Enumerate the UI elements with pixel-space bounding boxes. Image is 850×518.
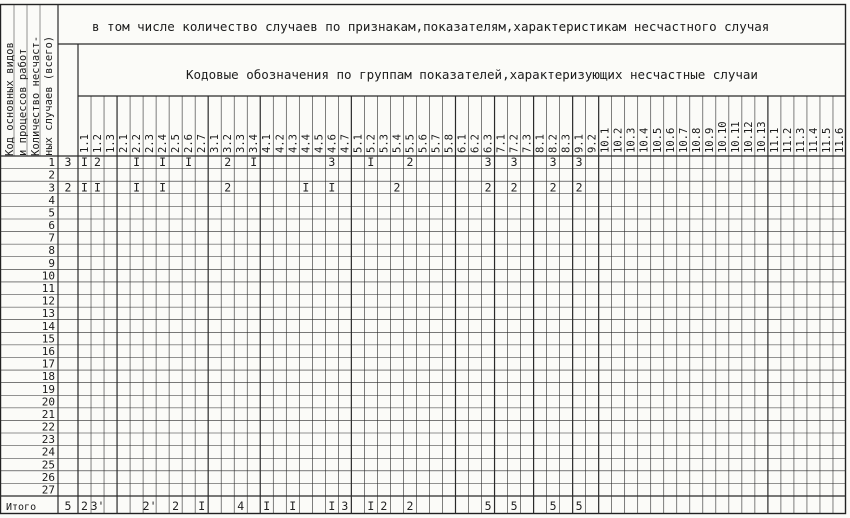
entry-value: 3 <box>328 155 336 170</box>
row-code-label: 26 <box>41 470 55 484</box>
column-code-label: 8.3 <box>560 134 573 153</box>
column-code-label: 10.9 <box>703 127 716 153</box>
column-code-label: 3.3 <box>235 134 248 153</box>
column-code-label: 4.1 <box>261 134 274 153</box>
entry-value: I <box>159 155 167 170</box>
column-code-label: 7.3 <box>521 134 534 153</box>
column-code-label: 2.7 <box>196 134 209 153</box>
column-code-label: 2.3 <box>144 134 157 153</box>
total-value: 5 <box>549 499 557 513</box>
entry-value: I <box>185 155 193 170</box>
row-code-label: 2 <box>48 168 55 182</box>
column-code-label: 5.2 <box>365 134 378 153</box>
row-code-label: 8 <box>48 244 55 258</box>
row-code-label: 3 <box>48 181 55 195</box>
column-code-label: 5.3 <box>378 134 391 153</box>
entry-value: 2 <box>549 180 557 195</box>
total-value: 5 <box>64 499 72 513</box>
entry-value: I <box>328 180 336 195</box>
entry-value: 3 <box>575 155 583 170</box>
column-code-label: 6.3 <box>482 134 495 153</box>
column-code-label: 2.2 <box>131 134 144 153</box>
row-code-label: 21 <box>41 407 55 421</box>
row-code-label: 7 <box>48 231 55 245</box>
row-code-label: 24 <box>41 445 55 459</box>
total-value: 3 <box>341 499 349 513</box>
column-code-label: 3.2 <box>222 134 235 153</box>
column-code-label: 10.7 <box>677 127 690 153</box>
entry-value: 3 <box>64 155 72 170</box>
column-code-label: 10.8 <box>690 127 703 153</box>
header-title-line1: в том числе количество случаев по признакам,показателям,характеристикам несчастного случая <box>92 19 770 34</box>
row-code-label: 5 <box>48 206 55 220</box>
total-value: I <box>289 499 297 513</box>
row-code-label: 11 <box>41 282 55 296</box>
entry-value: 2 <box>575 180 583 195</box>
column-code-label: 4.3 <box>287 134 300 153</box>
row-code-label: 20 <box>41 395 55 409</box>
entry-value: 2 <box>510 180 518 195</box>
column-code-label: 3.4 <box>248 134 261 153</box>
header-title-line2: Кодовые обозначения по группам показателей,характеризующих несчастные случаи <box>186 67 758 82</box>
column-code-label: 10.13 <box>755 121 768 153</box>
column-code-label: 10.4 <box>638 127 651 153</box>
total-value: 4 <box>237 499 245 513</box>
column-code-label: 10.11 <box>729 121 742 153</box>
column-code-label: 10.10 <box>716 121 729 153</box>
column-code-label: 10.6 <box>664 127 677 153</box>
entry-value: I <box>159 180 167 195</box>
column-code-label: 5.5 <box>404 134 417 153</box>
entry-value: I <box>250 155 258 170</box>
column-code-label: 7.2 <box>508 134 521 153</box>
total-value: 2 <box>172 499 180 513</box>
column-code-label: 1.1 <box>79 134 92 153</box>
row-code-label: 9 <box>48 256 55 270</box>
entry-value: 2 <box>94 155 101 170</box>
column-code-label: 2.4 <box>157 134 170 153</box>
column-code-label: 4.6 <box>326 134 339 153</box>
column-code-label: 11.4 <box>807 127 820 153</box>
row-code-label: 10 <box>41 269 55 283</box>
row-code-label: 14 <box>41 319 55 333</box>
column-code-label: 4.4 <box>300 134 313 153</box>
column-code-label: 11.5 <box>820 127 833 153</box>
column-code-label: 5.8 <box>443 134 456 153</box>
total-label: Итого <box>6 502 37 513</box>
entry-value: 2 <box>393 180 401 195</box>
entry-value: I <box>81 155 88 170</box>
total-value: I <box>198 499 206 513</box>
row-code-label: 12 <box>41 294 55 308</box>
column-code-label: 4.5 <box>313 134 326 153</box>
column-code-label: 11.2 <box>781 127 794 153</box>
column-code-label: 5.6 <box>417 134 430 153</box>
row-code-label: 19 <box>41 382 55 396</box>
row-code-label: 6 <box>48 219 55 233</box>
column-code-label: 11.6 <box>833 127 846 153</box>
side-label-1: Код основных видов <box>4 42 16 156</box>
column-code-label: 5.4 <box>391 134 404 153</box>
entry-value: 3 <box>549 155 557 170</box>
entry-value: 2 <box>484 180 492 195</box>
column-code-label: 2.6 <box>183 134 196 153</box>
total-value: 2' <box>142 499 157 513</box>
total-value: 5 <box>484 499 492 513</box>
row-code-label: 23 <box>41 433 55 447</box>
total-value: I <box>367 499 375 513</box>
column-code-label: 6.1 <box>456 134 469 153</box>
entry-value: 2 <box>224 155 232 170</box>
column-code-label: 9.2 <box>586 134 599 153</box>
entry-value: 2 <box>64 180 72 195</box>
column-code-label: 7.1 <box>495 134 508 153</box>
side-label-3: Количество несчаст- <box>30 35 42 156</box>
column-code-label: 10.2 <box>612 127 625 153</box>
total-value: I <box>263 499 271 513</box>
row-code-label: 27 <box>41 483 55 497</box>
column-code-label: 5.1 <box>352 134 365 153</box>
column-code-label: 10.12 <box>742 121 755 153</box>
row-code-label: 25 <box>41 458 55 472</box>
entry-value: 3 <box>484 155 492 170</box>
entry-value: I <box>302 180 310 195</box>
column-code-label: 9.1 <box>573 134 586 153</box>
total-value: I <box>328 499 336 513</box>
entry-value: 2 <box>224 180 232 195</box>
column-code-label: 4.7 <box>339 134 352 153</box>
entry-value: I <box>81 180 88 195</box>
total-value: 5 <box>575 499 583 513</box>
entry-value: I <box>94 180 101 195</box>
column-code-label: 11.1 <box>768 127 781 153</box>
column-code-label: 3.1 <box>209 134 222 153</box>
row-code-label: 16 <box>41 344 55 358</box>
row-code-label: 18 <box>41 370 55 384</box>
column-code-label: 10.5 <box>651 127 664 153</box>
side-label-2: и процессов работ <box>17 48 29 156</box>
column-code-label: 2.1 <box>118 134 131 153</box>
entry-value: I <box>133 180 141 195</box>
column-code-label: 10.1 <box>599 127 612 153</box>
column-code-label: 1.2 <box>92 134 105 153</box>
total-value: 3' <box>90 499 105 513</box>
entry-value: I <box>367 155 375 170</box>
total-value: 2 <box>406 499 414 513</box>
row-code-label: 1 <box>48 156 55 170</box>
total-value: 5 <box>510 499 518 513</box>
column-code-label: 5.7 <box>430 134 443 153</box>
column-code-label: 1.3 <box>105 134 118 153</box>
column-code-label: 2.5 <box>170 134 183 153</box>
side-label-4: ных случаев (всего) <box>43 35 55 156</box>
column-code-label: 10.3 <box>625 127 638 153</box>
column-code-label: 6.2 <box>469 134 482 153</box>
column-code-label: 8.2 <box>547 134 560 153</box>
row-code-label: 4 <box>48 193 55 207</box>
total-value: 2 <box>81 499 88 513</box>
row-code-label: 17 <box>41 357 55 371</box>
row-code-label: 13 <box>41 307 55 321</box>
entry-value: 2 <box>406 155 414 170</box>
row-code-label: 22 <box>41 420 55 434</box>
row-code-label: 15 <box>41 332 55 346</box>
entry-value: I <box>133 155 141 170</box>
column-code-label: 11.3 <box>794 127 807 153</box>
column-code-label: 8.1 <box>534 134 547 153</box>
entry-value: 3 <box>510 155 518 170</box>
total-value: 2 <box>380 499 388 513</box>
column-code-label: 4.2 <box>274 134 287 153</box>
